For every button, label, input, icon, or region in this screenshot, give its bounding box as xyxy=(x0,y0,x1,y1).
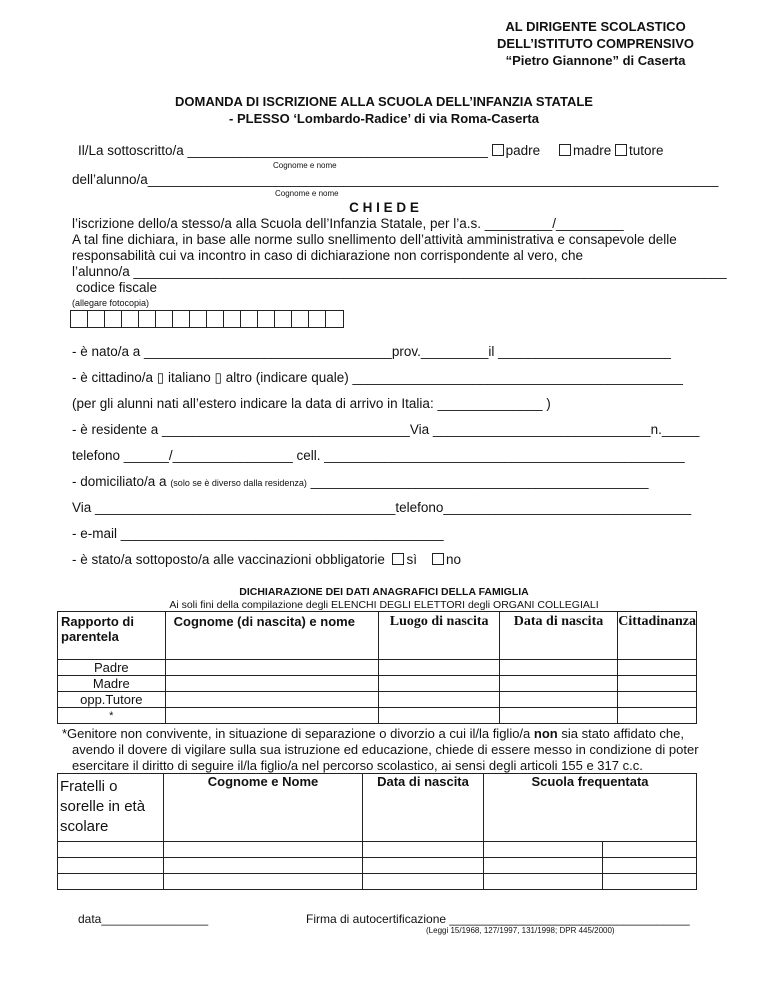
fratelli-col-data: Data di nascita xyxy=(363,774,484,842)
domiciliato-blank[interactable]: _____________________________________________ xyxy=(306,474,649,489)
domiciliato-note: (solo se è diverso dalla residenza) xyxy=(170,478,307,488)
data-field[interactable]: data________________ xyxy=(78,912,209,926)
codice-fiscale-boxes[interactable] xyxy=(70,310,344,328)
iscrizione-line[interactable]: l’iscrizione dello/a stesso/a alla Scuola dell’Infanzia Statale, per l’a.s. _________/_________ xyxy=(72,216,624,231)
alunno-line[interactable]: dell’alunno/a____________________________________________________________________________ xyxy=(72,172,719,187)
rapporto-asterisk: * xyxy=(58,708,166,724)
rapporto-padre: Padre xyxy=(58,660,166,676)
famiglia-title: DICHIARAZIONE DEI DATI ANAGRAFICI DELLA FAMIGLIA xyxy=(239,586,529,598)
madre-checkbox[interactable]: madre xyxy=(559,143,611,158)
vaccinazioni-text: - è stato/a sottoposto/a alle vaccinazioni obbligatorie xyxy=(72,552,385,567)
leggi-note: (Leggi 15/1968, 127/1997, 131/1998; DPR 445/2000) xyxy=(426,926,615,935)
fratelli-col-cognome: Cognome e Nome xyxy=(164,774,363,842)
nota-line2: avendo il dovere di vigilare sulla sua istruzione ed educazione, chiede di essere messo in condizione di poter xyxy=(72,742,699,757)
dichiara-line1: A tal fine dichiara, in base alle norme sullo snellimento dell’attività amministrativa e consapevole delle xyxy=(72,232,677,247)
famiglia-header-row xyxy=(58,612,697,660)
fratelli-label: Fratelli o sorelle in età scolare xyxy=(58,774,164,842)
table-row[interactable] xyxy=(58,842,697,858)
table-row[interactable] xyxy=(58,660,697,676)
fratelli-header-row xyxy=(58,774,697,842)
header-line2: DELL’ISTITUTO COMPRENSIVO xyxy=(497,36,694,51)
fratelli-col-scuola: Scuola frequentata xyxy=(484,774,697,842)
dichiara-line2: responsabilità cui va incontro in caso di dichiarazione non corrispondente al vero, che xyxy=(72,248,584,263)
table-row[interactable] xyxy=(58,858,697,874)
estero-line[interactable]: (per gli alunni nati all’estero indicare la data di arrivo in Italia: ______________ ) xyxy=(72,396,551,411)
rapporto-tutore: opp.Tutore xyxy=(58,692,166,708)
sottoscritto-line[interactable] xyxy=(78,143,664,158)
telefono-line[interactable]: telefono ______/________________ cell. ________________________________________________ xyxy=(72,448,685,463)
table-row[interactable] xyxy=(58,874,697,890)
table-row[interactable] xyxy=(58,692,697,708)
col-luogo: Luogo di nascita xyxy=(379,612,499,660)
no-checkbox[interactable]: no xyxy=(432,552,461,567)
tutore-checkbox[interactable]: tutore xyxy=(615,143,664,158)
cognome-nome-hint-2: Cognome e nome xyxy=(275,189,339,198)
via-line[interactable]: Via ________________________________________telefono_________________________________ xyxy=(72,500,692,515)
sottoscritto-text: Il/La sottoscritto/a ________________________________________ xyxy=(78,143,488,158)
col-cognome: Cognome (di nascita) e nome xyxy=(165,612,379,660)
domiciliato-label: - domiciliato/a a xyxy=(72,474,167,489)
document-subtitle: - PLESSO ‘Lombardo-Radice’ di via Roma-Caserta xyxy=(229,111,539,126)
cittadino-line[interactable]: - è cittadino/a ▯ italiano ▯ altro (indicare quale) ____________________________________________ xyxy=(72,370,683,385)
codice-fiscale-label: codice fiscale xyxy=(76,280,158,295)
alunno2-line[interactable]: l’alunno/a _______________________________________________________________________________ xyxy=(72,264,727,279)
padre-checkbox[interactable]: padre xyxy=(492,143,541,158)
fratelli-table xyxy=(57,773,697,890)
document-title: DOMANDA DI ISCRIZIONE ALLA SCUOLA DELL’INFANZIA STATALE xyxy=(175,94,593,109)
si-checkbox[interactable]: sì xyxy=(392,552,417,567)
header-line1: AL DIRIGENTE SCOLASTICO xyxy=(505,19,686,34)
email-line[interactable]: - e-mail ___________________________________________ xyxy=(72,526,444,541)
nato-line[interactable]: - è nato/a a _________________________________prov._________il _______________________ xyxy=(72,344,671,359)
table-row[interactable] xyxy=(58,676,697,692)
nota-line3: esercitare il diritto di seguire il/la figlio/a nel percorso scolastico, ai sensi degli articoli 155 e 317 c.c. xyxy=(72,758,643,773)
nota-line1: *Genitore non convivente, in situazione di separazione o divorzio a cui il/la figlio/a non sia stato affidato che, xyxy=(62,726,684,741)
chiede-heading: C H I E D E xyxy=(349,200,419,215)
residente-line[interactable]: - è residente a _________________________________Via _____________________________n._____ xyxy=(72,422,700,437)
recipient-header xyxy=(497,18,694,69)
famiglia-table xyxy=(57,611,697,724)
header-line3: “Pietro Giannone” di Caserta xyxy=(505,53,686,68)
col-cittadinanza: Cittadinanza xyxy=(618,612,697,660)
domiciliato-line[interactable] xyxy=(72,474,649,489)
famiglia-subtitle: Ai soli fini della compilazione degli ELENCHI DEGLI ELETTORI degli ORGANI COLLEGIALI xyxy=(169,599,599,611)
col-rapporto: Rapporto di parentela xyxy=(58,612,166,660)
rapporto-madre: Madre xyxy=(58,676,166,692)
col-data: Data di nascita xyxy=(499,612,617,660)
vaccinazioni-line[interactable] xyxy=(72,552,461,567)
firma-field[interactable]: Firma di autocertificazione ____________________________________ xyxy=(306,912,690,926)
table-row[interactable] xyxy=(58,708,697,724)
allegare-note: (allegare fotocopia) xyxy=(72,298,150,308)
cognome-nome-hint: Cognome e nome xyxy=(273,161,337,170)
